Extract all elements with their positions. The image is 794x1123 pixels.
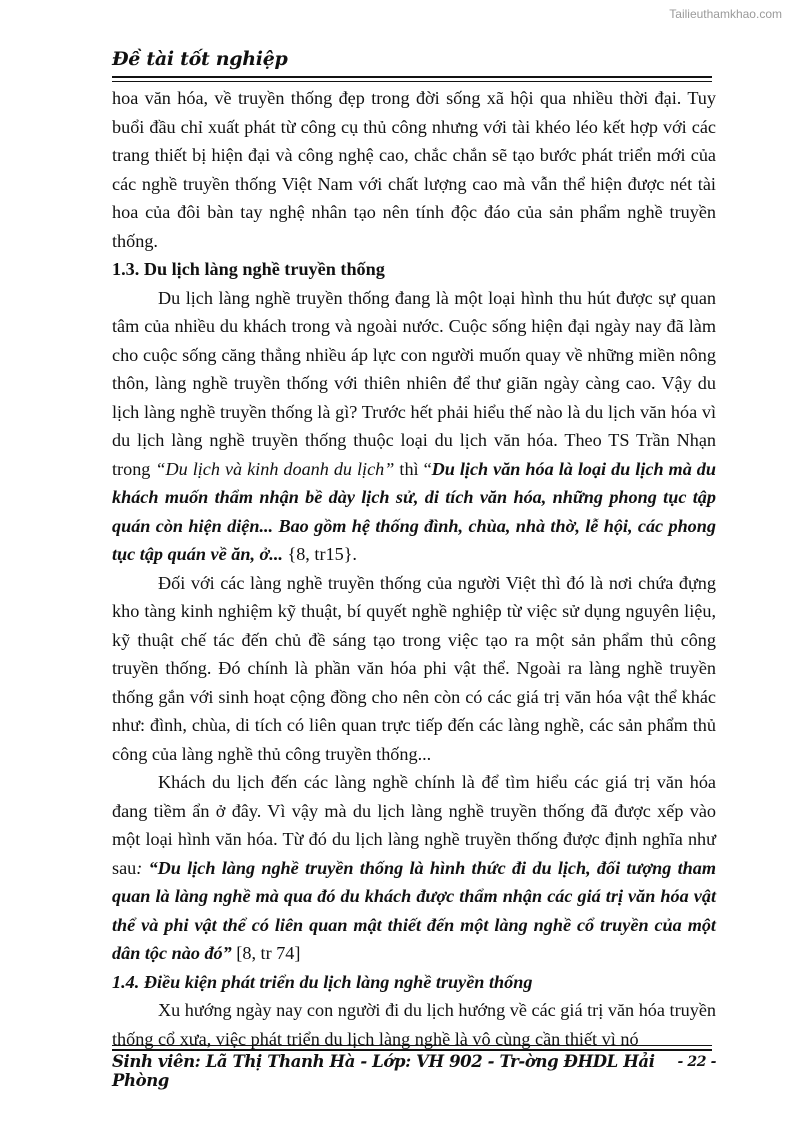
quotation: “Du lịch làng nghề truyền thống là hình thức đi du lịch, đối tượng tham quan là làng nghề mà qua đó du khách được thẩm nhận các giá trị văn hóa vật thể và phi vật thể có liên quan mật thiết đến một làng nghề cổ truyền của một dân tộc nào đó” <box>112 857 716 963</box>
header-rule-thin <box>112 81 712 82</box>
section-heading-1-3: 1.3. Du lịch làng nghề truyền thống <box>112 259 385 279</box>
book-title: “Du lịch và kinh doanh du lịch” <box>155 458 395 479</box>
footer-rule-thin <box>112 1045 712 1046</box>
watermark-text: Tailieuthamkhao.com <box>669 7 782 21</box>
page-header-title: Đề tài tốt nghiệp <box>112 48 288 70</box>
page-number: - 22 - <box>677 1054 716 1070</box>
paragraph-continued: hoa văn hóa, về truyền thống đẹp trong đời sống xã hội qua nhiều thời đại. Tuy buổi đầu chỉ xuất phát từ công cụ thủ công nhưng với tài khéo léo kết hợp với các trang thiết bị hiện đại và công nghệ cao, chắc chắn sẽ tạo bước phát triển mới của các nghề truyền thống Việt Nam với chất lượng cao mà vẫn thể hiện được nét tài hoa của đôi bàn tay nghệ nhân tạo nên tính độc đáo của sản phẩm nghề truyền thống. <box>112 88 716 251</box>
paragraph-craft-tourism-definition <box>112 768 716 968</box>
paragraph-development-conditions: Xu hướng ngày nay con người đi du lịch hướng về các giá trị văn hóa truyền thống cổ xưa, việc phát triển du lịch làng nghề là vô cùng cần thiết vì nó <box>112 1000 716 1049</box>
colon: : <box>136 857 143 878</box>
page-footer <box>112 1052 716 1090</box>
quotation: Du lịch văn hóa là loại du lịch mà du khách muốn thẩm nhận bề dày lịch sử, di tích văn hóa, những phong tục tập quán còn hiện diện... Bao gồm hệ thống đình, chùa, nhà thờ, lễ hội, các phong tục tập quán về ăn, ở... <box>112 458 716 564</box>
citation: [8, tr 74] <box>231 943 301 963</box>
paragraph-text: Du lịch làng nghề truyền thống đang là một loại hình thu hút được sự quan tâm của nhiều du khách trong và ngoài nước. Cuộc sống hiện đại ngày nay đã làm cho cuộc sống căng thẳng nhiều áp lực con người muốn quay về những miền nông thôn, làng nghề truyền thống với thiên nhiên để thư giãn ngày càng cao. Vậy du lịch làng nghề truyền thống là gì? Trước hết phải hiểu thế nào là du lịch văn hóa vì du lịch làng nghề truyền thống thuộc loại du lịch văn hóa. Theo TS Trần Nhạn trong <box>112 287 716 479</box>
section-heading-1-4: 1.4. Điều kiện phát triển du lịch làng nghề truyền thống <box>112 971 533 992</box>
header-rule-thick <box>112 76 712 78</box>
paragraph-craft-villages: Đối với các làng nghề truyền thống của người Việt thì đó là nơi chứa đựng kho tàng kinh nghiệm kỹ thuật, bí quyết nghề nghiệp từ việc sử dụng nguyên liệu, kỹ thuật chế tác đến chủ đề sáng tạo trong việc tạo ra một sản phẩm thủ công truyền thống. Đó chính là phần văn hóa phi vật thể. Ngoài ra làng nghề truyền thống gắn với sinh hoạt cộng đồng cho nên còn có các giá trị văn hóa vật thể khác như: đình, chùa, di tích có liên quan trực tiếp đến các làng nghề, các sản phẩm thủ công của làng nghề thủ công truyền thống... <box>112 572 716 764</box>
paragraph-text: Khách du lịch đến các làng nghề chính là để tìm hiểu các giá trị văn hóa đang tiềm ẩn ở đây. Vì vậy mà du lịch làng nghề truyền thống đã được xếp vào một loại hình văn hóa. Từ đó du lịch làng nghề truyền thống được định nghĩa như sau <box>112 772 716 878</box>
citation: {8, tr15}. <box>282 544 357 564</box>
footer-rule-thick <box>112 1049 712 1051</box>
page-body <box>112 84 716 1053</box>
paragraph-text: thì “ <box>394 458 432 479</box>
paragraph-tourism-definition <box>112 284 716 569</box>
footer-text: Sinh viên: Lã Thị Thanh Hà - Lớp: VH 902 - Tr-ờng ĐHDL Hải Phòng <box>112 1052 655 1090</box>
